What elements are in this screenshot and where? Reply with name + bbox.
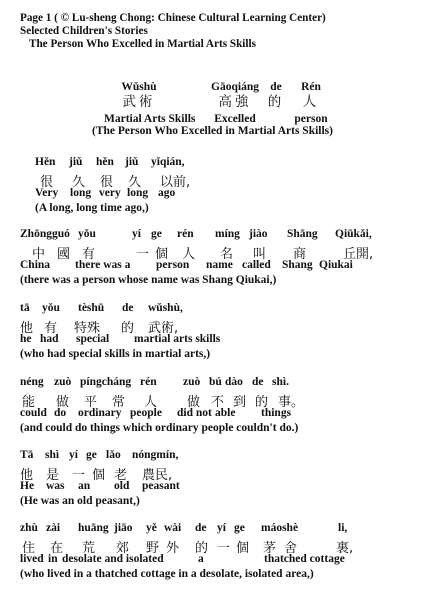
- hanzi-char: 個: [155, 247, 169, 262]
- hanzi-char: 國: [57, 247, 71, 262]
- hanzi-char: 做: [56, 395, 70, 410]
- hanzi-char: 外: [166, 541, 180, 556]
- hanzi-char: 他: [20, 321, 34, 336]
- hanzi-char: 事。: [278, 395, 305, 410]
- hanzi-char: 平: [84, 395, 98, 410]
- title-word-pinyin: Gāoqiáng: [211, 81, 259, 93]
- hanzi-char: 在: [50, 541, 64, 556]
- pinyin-word: zhù: [20, 522, 38, 534]
- hanzi-char: 特殊: [74, 321, 101, 336]
- pinyin-word: jiǔ: [69, 156, 83, 168]
- pinyin-word: jiào: [249, 228, 268, 240]
- pinyin-word: shì: [45, 449, 60, 461]
- english-gloss: had: [40, 333, 59, 345]
- english-gloss: martial arts skills: [134, 333, 221, 345]
- header-line-collection: Selected Children's Stories: [20, 25, 148, 37]
- hanzi-char: 中: [32, 247, 46, 262]
- english-gloss: thatched cottage: [264, 553, 345, 565]
- pinyin-word: ge: [234, 522, 245, 534]
- pinyin-word: zuò: [54, 376, 72, 388]
- sentence-translation: (He was an old peasant,): [20, 495, 140, 507]
- english-gloss: name: [206, 259, 233, 271]
- english-gloss: in: [48, 553, 58, 565]
- pinyin-word: huāng: [78, 522, 109, 534]
- hanzi-char: 以前,: [160, 175, 191, 190]
- english-gloss: able: [215, 407, 236, 419]
- english-gloss-line: [20, 333, 221, 348]
- sentence-translation: (and could do things which ordinary people couldn't do.): [20, 422, 299, 434]
- english-gloss: He: [20, 480, 35, 492]
- pinyin-word: dào: [225, 376, 243, 388]
- title-word-pinyin: de: [270, 81, 282, 93]
- title-translation: (The Person Who Excelled in Martial Arts Skills): [92, 125, 333, 137]
- sentence-block-6: [20, 522, 354, 583]
- pinyin-word: rén: [177, 228, 194, 240]
- hanzi-line: [20, 317, 210, 336]
- hanzi-char: 一: [72, 468, 86, 483]
- pinyin-word: yě: [146, 522, 157, 534]
- hanzi-char: 名: [220, 247, 234, 262]
- hanzi-char: 很: [100, 175, 114, 190]
- pinyin-word: yǐqián,: [151, 156, 185, 168]
- document-header: [20, 12, 326, 51]
- pinyin-word: ge: [151, 228, 162, 240]
- pinyin-word: shì.: [272, 376, 289, 388]
- hanzi-char: 一: [217, 541, 231, 556]
- pinyin-word: ge: [86, 449, 97, 461]
- hanzi-char: 有: [82, 247, 96, 262]
- pinyin-word: Hěn: [35, 156, 56, 168]
- english-gloss: ago: [158, 187, 176, 199]
- header-line-page-copyright: Page 1 ( © Lu-sheng Chong: Chinese Cultural Learning Center): [20, 12, 326, 24]
- hanzi-char: 個: [236, 541, 250, 556]
- pinyin-line: [20, 302, 210, 317]
- hanzi-char: 是: [46, 468, 60, 483]
- sentence-block-2: [20, 228, 374, 289]
- hanzi-char: 茅: [263, 541, 277, 556]
- hanzi-char: 很: [40, 175, 54, 190]
- hanzi-char: 的: [255, 395, 269, 410]
- hanzi-char: 的: [121, 321, 135, 336]
- sentence-translation: (who lived in a thatched cottage in a desolate, isolated area,): [20, 568, 314, 580]
- pinyin-word: tèshū: [78, 302, 105, 314]
- english-gloss: peasant: [142, 480, 180, 492]
- hanzi-char: 人: [144, 395, 158, 410]
- english-gloss: an: [78, 480, 91, 492]
- title-word-de: [263, 80, 289, 126]
- pinyin-word: jiāo: [114, 522, 133, 534]
- sentence-translation: (who had special skills in martial arts,): [20, 348, 211, 360]
- english-gloss: Very: [35, 187, 59, 199]
- english-gloss: was: [46, 480, 65, 492]
- pinyin-word: zuò: [183, 376, 201, 388]
- hanzi-char: 叫: [253, 247, 267, 262]
- english-gloss: called: [242, 259, 271, 271]
- hanzi-char: 的: [195, 541, 209, 556]
- title-word-ren: [288, 80, 334, 126]
- title-word-english: [263, 112, 289, 126]
- pinyin-word: hěn: [96, 156, 114, 168]
- pinyin-line: [20, 228, 372, 243]
- english-gloss: Shang: [282, 259, 313, 271]
- pinyin-word: jiǔ: [125, 156, 139, 168]
- hanzi-char: 農民,: [142, 468, 173, 483]
- hanzi-char: 武術,: [148, 321, 179, 336]
- english-gloss-line: [20, 480, 180, 495]
- hanzi-char: 他: [20, 468, 34, 483]
- english-gloss: he: [20, 333, 32, 345]
- english-gloss: do: [54, 407, 67, 419]
- hanzi-char: 人: [182, 247, 196, 262]
- sentence-block-5: [20, 449, 180, 510]
- hanzi-char: 郊: [116, 541, 130, 556]
- pinyin-word: yí: [69, 449, 78, 461]
- sentence-block-4: [20, 376, 305, 437]
- english-gloss: people: [130, 407, 162, 419]
- pinyin-word: Shāng: [287, 228, 318, 240]
- hanzi-char: 常: [112, 395, 126, 410]
- hanzi-line: [20, 464, 173, 483]
- hanzi-char: 做: [187, 395, 201, 410]
- hanzi-char: 能: [22, 395, 36, 410]
- title-word-hanzi: 人: [302, 94, 320, 110]
- hanzi-char: 住: [22, 541, 36, 556]
- pinyin-line: [20, 522, 348, 537]
- hanzi-char: 一: [136, 247, 150, 262]
- english-gloss: Qiukai: [319, 259, 353, 271]
- english-gloss-line: [30, 187, 176, 202]
- hanzi-line: [20, 391, 305, 410]
- hanzi-char: 有: [44, 321, 58, 336]
- title-word-pinyin: Rén: [301, 81, 321, 93]
- sentence-translation: (there was a person whose name was Shang Qiukai,): [20, 274, 277, 286]
- pinyin-word: yí: [132, 228, 141, 240]
- title-word-pinyin: Wǔshù: [121, 81, 157, 93]
- hanzi-char: 丘開,: [343, 247, 374, 262]
- pinyin-word: Zhōngguó: [20, 228, 70, 240]
- pinyin-word: bú: [209, 376, 222, 388]
- english-gloss: old: [114, 480, 130, 492]
- pinyin-word: de: [122, 302, 134, 314]
- english-gloss-line: [20, 259, 353, 274]
- hanzi-char: 久: [128, 175, 142, 190]
- hanzi-char: 個: [92, 468, 106, 483]
- pinyin-word: yǒu: [78, 228, 96, 240]
- title-word-hanzi: 武術: [122, 94, 156, 110]
- hanzi-line: [20, 537, 354, 556]
- hanzi-char: 荒: [82, 541, 96, 556]
- hanzi-char: 不: [211, 395, 225, 410]
- english-gloss: very: [99, 187, 121, 199]
- pinyin-line: [20, 449, 179, 464]
- pinyin-word: wài: [164, 522, 182, 534]
- pinyin-word: yǒu: [42, 302, 60, 314]
- english-gloss: long: [70, 187, 92, 199]
- pinyin-word: míng: [215, 228, 240, 240]
- english-gloss: person: [156, 259, 190, 271]
- sentence-translation: (A long, long time ago,): [35, 202, 149, 214]
- english-gloss: did not: [177, 407, 212, 419]
- sentence-block-1: [30, 156, 191, 217]
- english-gloss-line: [20, 407, 298, 422]
- pinyin-word: nóngmín,: [132, 449, 179, 461]
- pinyin-word: lǎo: [106, 449, 121, 461]
- title-word-english: Martial Arts Skills: [104, 113, 196, 125]
- hanzi-char: 裏,: [336, 541, 354, 556]
- english-gloss: China: [20, 259, 51, 271]
- hanzi-char: 老: [114, 468, 128, 483]
- english-gloss: things: [261, 407, 292, 419]
- english-gloss: a: [198, 553, 204, 565]
- pinyin-word: néng: [20, 376, 44, 388]
- hanzi-char: 久: [72, 175, 86, 190]
- pinyin-word: li,: [338, 522, 348, 534]
- title-word-wushu: [104, 80, 196, 126]
- title-word-hanzi: 的: [267, 94, 285, 110]
- sentence-block-3: [20, 302, 221, 363]
- title-word-english: Excelled: [214, 113, 256, 125]
- pinyin-line: [20, 376, 298, 391]
- pinyin-word: máoshè: [261, 522, 299, 534]
- header-line-story-title: The Person Who Excelled in Martial Arts Skills: [29, 38, 256, 50]
- pinyin-word: píngcháng: [80, 376, 132, 388]
- pinyin-word: Tā: [20, 449, 34, 461]
- hanzi-char: 商: [293, 247, 307, 262]
- pinyin-word: yí: [217, 522, 226, 534]
- title-word-english: person: [294, 113, 328, 125]
- pinyin-word: de: [252, 376, 264, 388]
- english-gloss: special: [76, 333, 110, 345]
- pinyin-word: zài: [46, 522, 61, 534]
- title-word-hanzi: 高強: [218, 94, 252, 110]
- pinyin-word: wǔshù,: [148, 302, 183, 314]
- pinyin-word: de: [195, 522, 207, 534]
- english-gloss: ordinary: [78, 407, 122, 419]
- english-gloss: there was a: [75, 259, 131, 271]
- english-gloss: desolate and isolated: [62, 553, 164, 565]
- pinyin-line: [30, 156, 185, 171]
- english-gloss: could: [20, 407, 47, 419]
- pinyin-word: rén: [140, 376, 157, 388]
- pinyin-word: Qiūkǎi,: [335, 228, 372, 240]
- english-gloss: long: [127, 187, 149, 199]
- hanzi-char: 野: [146, 541, 160, 556]
- hanzi-line: [20, 243, 374, 262]
- english-gloss: lived: [20, 553, 44, 565]
- hanzi-line: [30, 171, 191, 190]
- english-gloss-line: [20, 553, 345, 568]
- title-word-gaoqiang: [208, 80, 262, 126]
- pinyin-word: tā: [20, 302, 30, 314]
- hanzi-char: 到: [233, 395, 247, 410]
- hanzi-char: 舍: [284, 541, 298, 556]
